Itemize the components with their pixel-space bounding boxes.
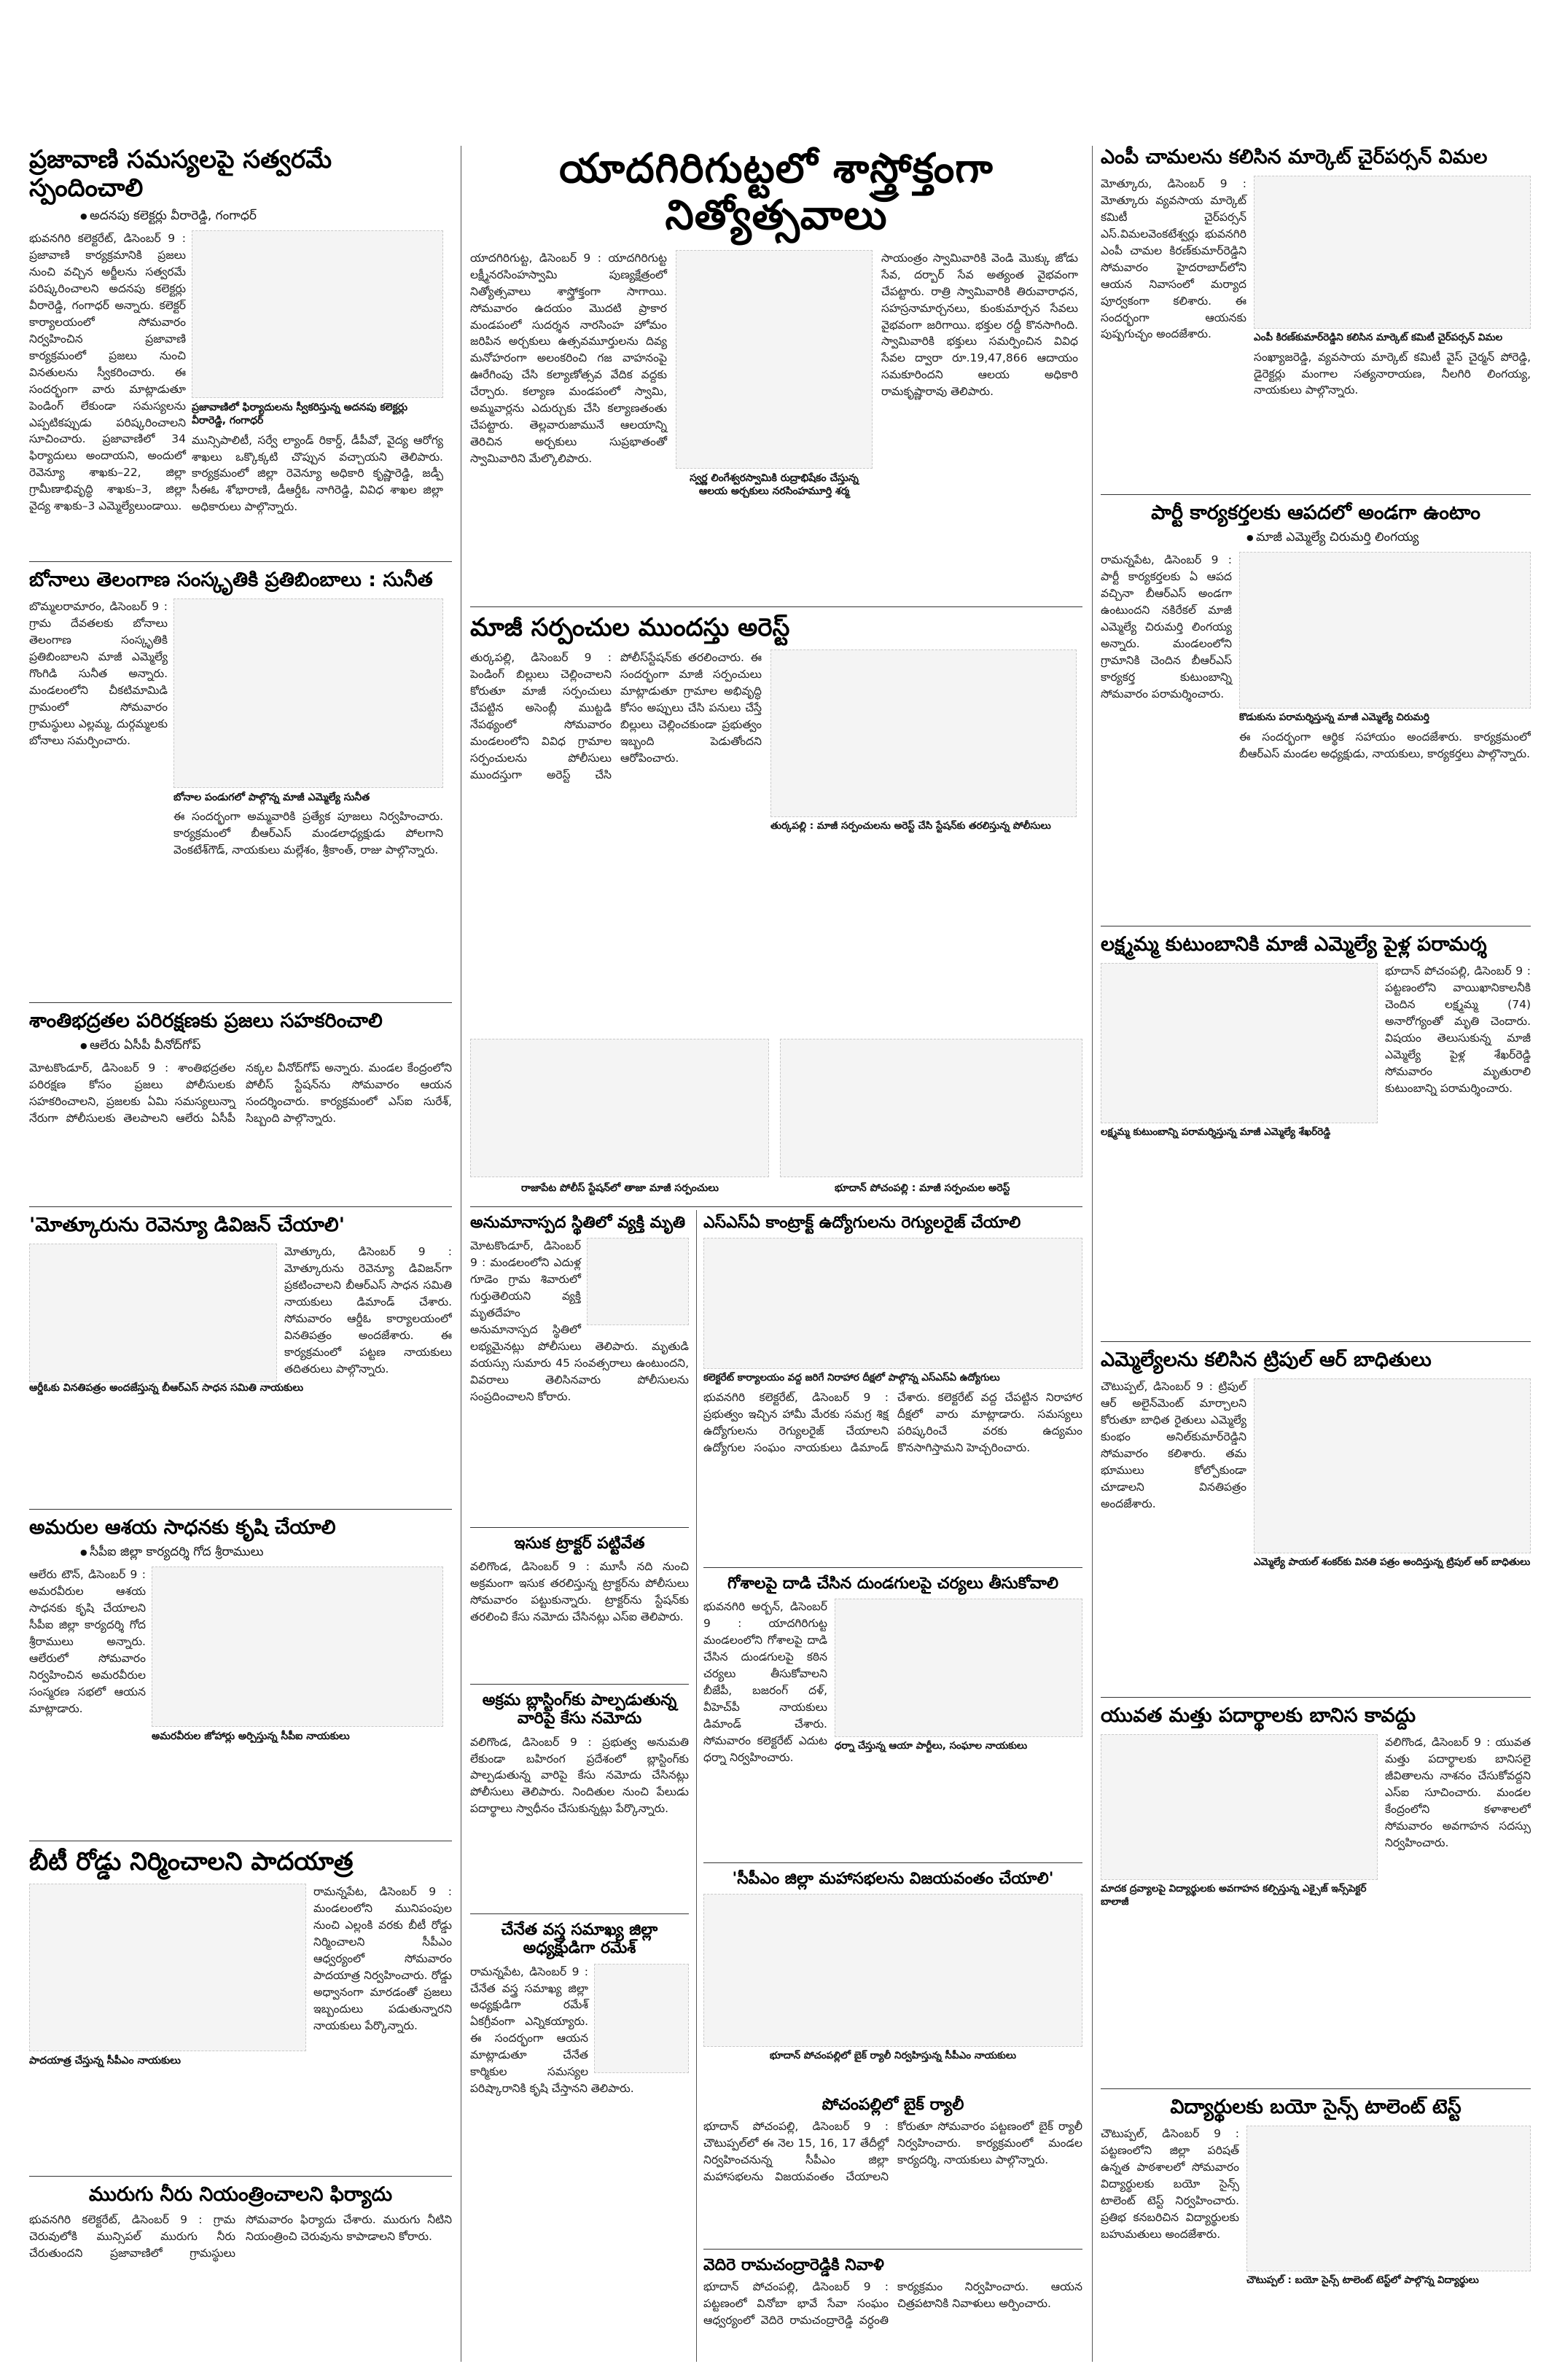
byline: ● సీపీఐ జిల్లా కార్యదర్శి గోద శ్రీరాములు [80,1545,452,1562]
article-yadagirigutta [470,146,1082,601]
headline: మాజీ సర్పంచుల ముందస్తు అరెస్ట్ [470,614,790,642]
article-body: చౌటుప్పల్, డిసెంబర్ 9 : ట్రిపుల్ ఆర్ అలైన్‌మెంట్ మార్చాలని కోరుతూ బాధిత రైతులు ఎమ్మెల్యే కుంభం అనిల్‌కుమార్‌రెడ్డిని సోమవారం కలిశారు. తమ భూములు కోల్పోకుండా చూడాలని వినతిపత్రం అందజేశారు. [1101,1380,1246,1510]
news-photo [703,1894,1082,2047]
article-body: భూదాన్ పోచంపల్లి, డిసెంబర్ 9 : చౌటుప్పల్‌లో ఈ నెల 15, 16, 17 తేదీల్లో నిర్వహించనున్న సీపీఎం జిల్లా మహాసభలను విజయవంతం చేయాలని కోరుతూ సోమవారం పట్టణంలో బైక్ ర్యాలీ నిర్వహించారు. కార్యక్రమంలో మండల కార్యదర్శి, నాయకులు పాల్గొన్నారు. [703,2120,1082,2184]
photo-caption: ధర్నా చేస్తున్న ఆయా పార్టీలు, సంఘాల నాయకులు [835,1740,1028,1752]
article-body: మోటకొండూర్, డిసెంబర్ 9 : శాంతిభద్రతల పరిరక్షణ కోసం ప్రజలు పోలీసులకు సహకరించాలని, ప్రజలకు ఏమి సమస్యలున్నా నేరుగా పోలీసులకు తెలపాలని ఆలేరు ఏసీపీ నక్కల వీనోద్‌గోప్ అన్నారు. మండల కేంద్రంలోని పోలీస్ స్టేషన్‌ను సోమవారం ఆయన సందర్శించారు. కార్యక్రమంలో ఎస్‌ఐ సురేశ్, సిబ్బంది పాల్గొన్నారు. [29,1061,452,1125]
article-body: భువనగిరి కలెక్టరేట్, డిసెంబర్ 9 : ప్రజావాణి కార్యక్రమానికి ప్రజలు నుంచి వచ్చిన అర్జీలను సత్వరమే పరిష్కరించాలని అదనపు కలెక్టర్లు వీరారెడ్డి, గంగాధర్ అన్నారు. కలెక్టర్ కార్యాలయంలో సోమవారం నిర్వహించిన ప్రజావాణి కార్యక్రమంలో ప్రజలు నుంచి వినతులను స్వీకరించారు. ఈ సందర్భంగా వారు మాట్లాడుతూ పెండింగ్ లేకుండా సమస్యలను ఎప్పటికప్పుడు పరిష్కరించాలని సూచించారు. ప్రజావాణిలో 34 ఫిర్యాదులు అందాయని, అందులో రెవెన్యూ శాఖకు–22, జిల్లా గ్రామీణాభివృద్ధి శాఖకు–3, జిల్లా వైద్య శాఖకు–3 ఎమ్మెల్యేలుండాయి. [29,232,186,513]
article-body: ఆలేరు టౌన్, డిసెంబర్ 9 : అమరవీరుల ఆశయ సాధనకు కృషి చేయాలని సీపీఐ జిల్లా కార్యదర్శి గోద శ్రీరాములు అన్నారు. ఆలేరులో సోమవారం నిర్వహించిన అమరవీరుల సంస్మరణ సభలో ఆయన మాట్లాడారు. [29,1568,146,1715]
article-body-continued: సంఖ్యాజరెడ్డి, వ్యవసాయ మార్కెట్ కమిటీ వైస్ చైర్మన్ పోరెడ్డి, డైరెక్టర్లు మంగాల సత్యనారాయణ, నీలగిరి లింగయ్య, నాయకులు పాల్గొన్నారు. [1254,350,1531,397]
photo-caption: రాజాపేట పోలీస్ స్టేషన్‌లో తాజా మాజీ సర్పంచులు [521,1182,719,1194]
article-blasting [470,1691,689,1910]
divider [470,1913,689,1914]
article-chenetha [470,1921,689,2212]
article-body-continued: ఈ సందర్భంగా అమ్మవారికి ప్రత్యేక పూజలు నిర్వహించారు. కార్యక్రమంలో బీఆర్‌ఎస్ మండలాధ్యక్షుడు పోలగాని వెంకటేశ్‌గౌడ్, నాయకులు మల్లేశం, శ్రీకాంత్, రాజు పాల్గొన్నారు. [173,810,443,857]
divider [470,1684,689,1685]
news-photo [470,1039,769,1177]
news-photo [29,1244,277,1382]
divider [29,1206,452,1207]
newspaper-page [29,146,1531,2362]
news-photo [780,1039,1082,1177]
headline: అక్రమ బ్లాస్టింగ్‌కు పాల్పడుతున్న వారిపై కేసు నమోదు [482,1691,677,1728]
headline: లక్ష్మమ్మ కుటుంబానికి మాజీ ఎమ్మెల్యే పైళ్ల పరామర్శ [1101,933,1487,956]
article-body: తుర్కపల్లి, డిసెంబర్ 9 : పెండింగ్ బిల్లులు చెల్లించాలని కోరుతూ మాజీ సర్పంచులు చేపట్టిన అసెంబ్లీ ముట్టడి నేపథ్యంలో సోమవారం మండలంలోని వివిధ గ్రామాల సర్పంచులను పోలీసులు ముందస్తుగా అరెస్ట్ చేసి పోలీస్‌స్టేషన్‌కు తరలించారు. ఈ సందర్భంగా మాజీ సర్పంచులు మాట్లాడుతూ గ్రామాల అభివృద్ధి కోసం అప్పులు చేసి పనులు చేస్తే బిల్లులు చెల్లించకుండా ప్రభుత్వం ఇబ్బంది పెడుతోందని ఆరోపించారు. [470,651,762,781]
photo-caption: ఎమ్మెల్యే పాయల్ శంకర్‌కు వినతి పత్రం అందిస్తున్న ట్రిపుల్ ఆర్ బాధితులు [1254,1556,1531,1569]
article-body: రామన్నపేట, డిసెంబర్ 9 : మండలంలోని మునిపంపుల నుంచి ఎల్లంకి వరకు బీటీ రోడ్డు నిర్మించాలని సీపీఎం ఆధ్వర్యంలో సోమవారం పాదయాత్ర నిర్వహించారు. రోడ్డు అధ్వానంగా మారడంతో ప్రజలు ఇబ్బందులు పడుతున్నారని నాయకులు పేర్కొన్నారు. [313,1885,452,2032]
article-cpm [703,1870,1082,2088]
divider [1101,1697,1531,1698]
headline: 'మోత్కూరును రెవెన్యూ డివిజన్ చేయాలి' [29,1214,345,1236]
headline: చేనేత వస్త్ర సమాఖ్య జిల్లా అధ్యక్షుడిగా రమేశ్ [501,1921,658,1958]
divider [470,1527,689,1528]
article-shanti [29,1010,452,1203]
headline: యువత మత్తు పదార్థాలకు బానిస కావద్దు [1101,1704,1416,1727]
article-body: రామన్నపేట, డిసెంబర్ 9 : పార్టీ కార్యకర్తలకు ఏ ఆపద వచ్చినా బీఆర్‌ఎస్ అండగా ఉంటుందని నకిరేకల్ మాజీ ఎమ్మెల్యే చిరుమర్తి లింగయ్య అన్నారు. మండలంలోని గ్రామానికి చెందిన బీఆర్‌ఎస్ కార్యకర్త కుటుంబాన్ని సోమవారం పరామర్శించారు. [1101,553,1232,701]
article-body: బొమ్మలరామారం, డిసెంబర్ 9 : గ్రామ దేవతలకు బోనాలు తెలంగాణ సంస్కృతికి ప్రతిబింబాలని మాజీ ఎమ్మెల్యే గొంగిడి సునీత అన్నారు. మండలంలోని చీకటిమామిడి గ్రామంలో సోమవారం గ్రామస్థులు ఎల్లమ్మ, దుర్గమ్మలకు బోనాలు సమర్పించారు. [29,600,168,747]
news-photo [1254,176,1531,329]
photo-caption: చౌటుప్పల్ : బయో సైన్స్ టాలెంట్ టెస్ట్‌లో పాల్గొన్న విద్యార్థులు [1246,2274,1479,2287]
headline: వెదిరె రామచంద్రారెడ్డికి నివాళి [703,2256,884,2274]
article-arrest [470,614,1082,1037]
article-body: మోత్కూరు, డిసెంబర్ 9 : మోత్కూరును రెవెన్యూ డివిజన్‌గా ప్రకటించాలని బీఆర్‌ఎస్ సాధన సమితి నాయకులు డిమాండ్ చేశారు. సోమవారం ఆర్డీఓ కార్యాలయంలో వినతిపత్రం అందజేశారు. ఈ కార్యక్రమంలో పట్టణ నాయకులు తదితరులు పాల్గొన్నారు. [284,1245,452,1376]
photo-caption: మాదక ద్రవ్యాలపై విద్యార్థులకు అవగాహన కల్పిస్తున్న ఎక్సైజ్ ఇన్స్‌పెక్టర్ బాలాజీ [1101,1883,1367,1908]
news-photo [1101,963,1378,1123]
divider [29,1002,452,1003]
article-party [1101,502,1531,921]
article-chairperson [1101,146,1531,488]
divider [1101,2088,1531,2089]
headline: అమరుల ఆశయ సాధనకు కృషి చేయాలి [29,1516,336,1539]
photo-caption: భూదాన్ పోచంపల్లిలో బైక్ ర్యాలీ నిర్వహిస్తున్న సీపీఎం నాయకులు [769,2050,1017,2062]
article-science [1101,2096,1531,2362]
headline: మురుగు నీరు నియంత్రించాలని ఫిర్యాదు [88,2183,393,2206]
photo-caption: భూదాన్ పోచంపల్లి : మాజీ సర్పంచుల అరెస్ట్ [835,1182,1010,1194]
photo-caption: ఎంపీ కిరణ్‌కుమార్‌రెడ్డిని కలిసిన మార్కెట్ కమిటీ చైర్‌పర్సన్ విమల [1254,332,1503,344]
article-body: మోటకొండూర్, డిసెంబర్ 9 : మండలంలోని ఎదుళ్ల గూడెం గ్రామ శివారులో గుర్తుతెలియని వ్యక్తి మృతదేహం అనుమానాస్పద స్థితిలో లభ్యమైనట్లు పోలీసులు తెలిపారు. మృతుడి వయస్సు సుమారు 45 సంవత్సరాలు ఉంటుందని, వివరాలు తెలిసినవారు పోలీసులను సంప్రదించాలని కోరారు. [470,1239,689,1403]
article-body: భువనగిరి కలెక్టరేట్, డిసెంబర్ 9 : ప్రభుత్వం ఇచ్చిన హామీ మేరకు సమగ్ర శిక్ష ఉద్యోగులను రెగ్యులరైజ్ చేయాలని ఉద్యోగుల సంఘం నాయకులు డిమాండ్ చేశారు. కలెక్టరేట్ వద్ద చేపట్టిన నిరాహార దీక్షలో వారు మాట్లాడారు. సమస్యలు పరిష్కరించే వరకు ఉద్యమం కొనసాగిస్తామని హెచ్చరించారు. [703,1390,1082,1454]
headline: బీటీ రోడ్డు నిర్మించాలని పాదయాత్ర [29,1848,354,1876]
news-photo [703,1238,1082,1369]
photo-caption: కలెక్టరేట్ కార్యాలయం వద్ద జరిగే నిరాహార దీక్షలో పాల్గొన్న ఎస్‌ఎస్‌ఏ ఉద్యోగులు [703,1372,1000,1384]
article-youth [1101,1704,1531,2083]
article-body: మోత్కూరు, డిసెంబర్ 9 : మోత్కూరు వ్యవసాయ మార్కెట్ కమిటీ చైర్‌పర్సన్ ఎస్.విమలవెంకటేశ్వర్లు భువనగిరి ఎంపీ చామల కిరణ్‌కుమార్‌రెడ్డిని సోమవారం హైదరాబాద్‌లోని ఆయన నివాసంలో మర్యాద పూర్వకంగా కలిశారు. ఈ సందర్భంగా ఆయనకు పుష్పగుచ్ఛం అందజేశారు. [1101,177,1246,341]
headline: గోశాలపై దాడి చేసిన దుండగులపై చర్యలు తీసుకోవాలి [727,1575,1059,1593]
article-body: వలిగొండ, డిసెంబర్ 9 : యువత మత్తు పదార్థాలకు బానిసలై జీవితాలను నాశనం చేసుకోవద్దని ఎస్‌ఐ సూచించారు. మండల కేంద్రంలోని కళాశాలలో సోమవారం అవగాహన సదస్సు నిర్వహించారు. [1385,1736,1531,1849]
article-suspicious [470,1214,689,1520]
headline: పోచంపల్లిలో బైక్ ర్యాలీ [822,2096,964,2114]
photo-caption: లక్ష్మమ్మ కుటుంబాన్ని పరామర్శిస్తున్న మాజీ ఎమ్మెల్యే శేఖర్‌రెడ్డి [1101,1126,1331,1139]
news-photo [192,230,443,398]
divider [1101,494,1531,495]
divider [470,1206,1082,1207]
news-photo [594,1964,689,2073]
byline: ● మాజీ ఎమ్మెల్యే చిరుమర్తి లింగయ్య [1246,530,1531,547]
news-photo [1101,1734,1378,1880]
article-body: భూదాన్ పోచంపల్లి, డిసెంబర్ 9 : పట్టణంలో వినోబా భావే సేవా సంఘం ఆధ్వర్యంలో వెదిరె రామచంద్రారెడ్డి వర్ధంతి కార్యక్రమం నిర్వహించారు. ఆయన చిత్రపటానికి నివాళులు అర్పించారు. [703,2280,1082,2328]
news-photo [1254,1378,1531,1553]
headline: ఇసుక ట్రాక్టర్ పట్టివేత [514,1534,645,1553]
photo-caption: పాదయాత్ర చేస్తున్న సీపీఎం నాయకులు [29,2055,181,2067]
article-body-continued: మున్సిపాలిటీ, సర్వే ల్యాండ్ రికార్డ్, డీపీవో, వైద్య ఆరోగ్య శాఖలు ఒక్కొక్కటి చొప్పున వచ్చాయని తెలిపారు. కార్యక్రమంలో జిల్లా రెవెన్యూ అధికారి కృష్ణారెడ్డి, జడ్పీ సీఈఓ శోభారాణి, డీఆర్డీఓ నాగిరెడ్డి, వివిధ శాఖల జిల్లా అధికారులు పాల్గొన్నారు. [192,433,443,514]
article-body: భువనగిరి అర్బన్, డిసెంబర్ 9 : యాదగిరిగుట్ట మండలంలోని గోశాలపై దాడి చేసిన దుండగులపై కఠిన చర్యలు తీసుకోవాలని బీజేపీ, బజరంగ్ దళ్, వీహెచ్‌పీ నాయకులు డిమాండ్ చేశారు. సోమవారం కలెక్టరేట్ ఎదుట ధర్నా నిర్వహించారు. [703,1600,827,1764]
news-photo [29,1884,306,2051]
headline: ఎస్‌ఎస్‌ఏ కాంట్రాక్ట్ ఉద్యోగులను రెగ్యులరైజ్ చేయాలి [703,1214,1021,1232]
news-photo [587,1238,689,1325]
photo-caption: కొడుకును పరామర్శిస్తున్న మాజీ ఎమ్మెల్యే చిరుమర్తి [1239,711,1429,724]
divider [703,2249,1082,2250]
article-body: వలిగొండ, డిసెంబర్ 9 : ప్రభుత్వ అనుమతి లేకుండా బహిరంగ ప్రదేశంలో బ్లాస్టింగ్‌కు పాల్పడుతున్న వారిపై కేసు నమోదు చేసినట్లు పోలీసులు తెలిపారు. నిందితుల నుంచి పేలుడు పదార్థాలు స్వాధీనం చేసుకున్నట్లు పేర్కొన్నారు. [470,1735,689,1816]
photo-caption: తుర్కపల్లి : మాజీ సర్పంచులను అరెస్ట్ చేసి స్టేషన్‌కు తరలిస్తున్న పోలీసులు [770,820,1051,832]
news-photo [1239,552,1531,709]
headline: ప్రజావాణి సమస్యలపై సత్వరమే స్పందించాలి [29,146,332,203]
article-body-continued: ఈ సందర్భంగా ఆర్థిక సహాయం అందజేశారు. కార్యక్రమంలో బీఆర్‌ఎస్ మండల అధ్యక్షుడు, నాయకులు, కార్యకర్తలు పాల్గొన్నారు. [1239,730,1531,760]
article-vivaha [703,2256,1082,2362]
article-muruguneeru [29,2183,452,2358]
divider [29,561,452,562]
byline: ● ఆలేరు ఏసీపీ వీనోద్‌గోప్ [80,1038,452,1056]
news-photo [173,598,443,788]
news-photo [835,1599,1082,1737]
divider [470,606,1082,607]
article-body: రామన్నపేట, డిసెంబర్ 9 : చేనేత వస్త్ర సమాఖ్య జిల్లా అధ్యక్షుడిగా రమేశ్ ఏకగ్రీవంగా ఎన్నికయ్యారు. ఈ సందర్భంగా ఆయన మాట్లాడుతూ చేనేత కార్మికుల సమస్యల పరిష్కారానికి కృషి చేస్తానని తెలిపారు. [470,1965,634,2096]
photo-caption: బోనాల పండుగలో పాల్గొన్న మాజీ ఎమ్మెల్యే సునీత [173,792,370,804]
article-bikerally [703,2096,1082,2245]
headline: అనుమానాస్పద స్థితిలో వ్యక్తి మృతి [470,1214,686,1232]
news-photo [676,250,873,469]
headline: ఎమ్మెల్యేలను కలిసిన ట్రిపుల్ ఆర్ బాధితులు [1101,1349,1432,1371]
headline: పార్టీ కార్యకర్తలకు ఆపదలో అండగా ఉంటాం [1151,502,1480,524]
arrest-photos-row [470,1039,1082,1199]
article-body: భువనగిరి కలెక్టరేట్, డిసెంబర్ 9 : గ్రామ చెరువులోకి మున్సిపల్ మురుగు నీరు చేరుతుందని ప్రజావాణిలో గ్రామస్థులు సోమవారం ఫిర్యాదు చేశారు. మురుగు నీటిని నియంత్రించి చెరువును కాపాడాలని కోరారు. [29,2213,452,2260]
article-btroad [29,1848,452,2169]
divider [703,1862,1082,1863]
photo-caption: అమరవీరుల జోహార్లు అర్పిస్తున్న సీపీఐ నాయకులు [152,1731,350,1743]
divider [29,2176,452,2177]
article-body: వలిగొండ, డిసెంబర్ 9 : మూసీ నది నుంచి అక్రమంగా ఇసుక తరలిస్తున్న ట్రాక్టర్‌ను పోలీసులు సోమవారం పట్టుకున్నారు. ట్రాక్టర్‌ను స్టేషన్‌కు తరలించి కేసు నమోదు చేసినట్లు ఎస్‌ఐ తెలిపారు. [470,1560,689,1624]
news-photo [1246,2126,1531,2271]
article-amarula [29,1516,452,1837]
article-body-continued: సాయంత్రం స్వామివారికి వెండి మొక్కు జోడు సేవ, దర్బార్ సేవ అత్యంత వైభవంగా చేపట్టారు. రాత్రి స్వామివారికి తిరువారాధన, సహస్రనామార్చనలు, కుంకుమార్చన సేవలు వైభవంగా జరిగాయి. భక్తుల రద్దీ కొనసాగింది. స్వామివారికి భక్తులు సమర్పించిన వివిధ సేవల ద్వారా రూ.19,47,866 ఆదాయం సమకూరిందని ఆలయ అధికారి రామకృష్ణారావు తెలిపారు. [881,251,1078,399]
article-gorala [703,1575,1082,1859]
article-ssa [703,1214,1082,1564]
news-photo [770,649,1077,817]
photo-caption: ఆర్డీఓకు వినతిపత్రం అందజేస్తున్న బీఆర్‌ఎస్ సాధన సమితి నాయకులు [29,1382,304,1394]
article-lakshmamma [1101,933,1531,1334]
divider [703,1567,1082,1568]
article-prajavani [29,146,452,558]
article-revenue [29,1214,452,1505]
divider [1101,1341,1531,1342]
article-triple [1101,1349,1531,1691]
column-divider [696,1210,697,2362]
article-body: భూదాన్ పోచంపల్లి, డిసెంబర్ 9 : పట్టణంలోని వాయిఖానికాలనీకి చెందిన లక్ష్మమ్మ (74) అనారోగ్యంతో మృతి చెందారు. విషయం తెలుసుకున్న మాజీ ఎమ్మెల్యే పైళ్ల శేఖర్‌రెడ్డి సోమవారం మృతురాలి కుటుంబాన్ని పరామర్శించారు. [1385,964,1531,1095]
photo-caption: స్వర్ణ లింగేశ్వరస్వామికి రుద్రాభిషేకం చేస్తున్న ఆలయ అర్చకులు నరసింహమూర్తి శర్మ [690,472,859,497]
news-photo [152,1566,443,1727]
article-body: యాదగిరిగుట్ట, డిసెంబర్ 9 : యాదగిరిగుట్ట లక్ష్మీనరసింహస్వామి పుణ్యక్షేత్రంలో నిత్యోత్సవాలు శాస్త్రోక్తంగా సాగాయి. సోమవారం ఉదయం మొదటి ప్రాకార మండపంలో సుదర్శన నారసింహ హోమం జరిపిన అర్చకులు ఉత్సవమూర్తులను దివ్య మనోహరంగా అలంకరించి గజ వాహనంపై ఊరేగింపు చేసి కల్యాణోత్సవ వేదిక వద్దకు చేర్చారు. కల్యాణ మండపంలో స్వామి, అమ్మవార్లను ఎదుర్చుకు చేసి కల్యాణతంతు చేపట్టారు. తెల్లవారుజామునే ఆలయాన్ని తెరిచిన అర్చకులు సుప్రభాతంతో స్వామివారిని మేల్కొలిపారు. [470,251,667,466]
headline: యాదగిరిగుట్టలో శాస్త్రోక్తంగా నిత్యోత్సవాలు [559,146,994,240]
byline: ● అదనపు కలెక్టర్లు వీరారెడ్డి, గంగాధర్ [80,208,452,226]
article-bonalu [29,569,452,999]
headline: బోనాలు తెలంగాణ సంస్కృతికి ప్రతిబింబాలు : సునీత [29,569,433,591]
headline: ఎంపీ చామలను కలిసిన మార్కెట్ చైర్‌పర్సన్ విమల [1101,146,1488,168]
photo-caption: ప్రజావాణిలో ఫిర్యాదులను స్వీకరిస్తున్న అదనపు కలెక్టర్లు వీరారెడ్డి, గంగాధర్ [192,402,408,427]
headline: శాంతిభద్రతల పరిరక్షణకు ప్రజలు సహకరించాలి [29,1010,383,1032]
headline: విద్యార్థులకు బయో సైన్స్ టాలెంట్ టెస్ట్ [1170,2096,1462,2118]
article-body: చౌటుప్పల్, డిసెంబర్ 9 : పట్టణంలోని జిల్లా పరిషత్ ఉన్నత పాఠశాలలో సోమవారం విద్యార్థులకు బయో సైన్స్ టాలెంట్ టెస్ట్ నిర్వహించారు. ప్రతిభ కనబరిచిన విద్యార్థులకు బహుమతులు అందజేశారు. [1101,2127,1239,2241]
divider [29,1509,452,1510]
headline: 'సీపీఎం జిల్లా మహాసభలను విజయవంతం చేయాలి' [732,1870,1054,1888]
article-sand [470,1534,689,1680]
column-divider [1092,146,1093,2362]
